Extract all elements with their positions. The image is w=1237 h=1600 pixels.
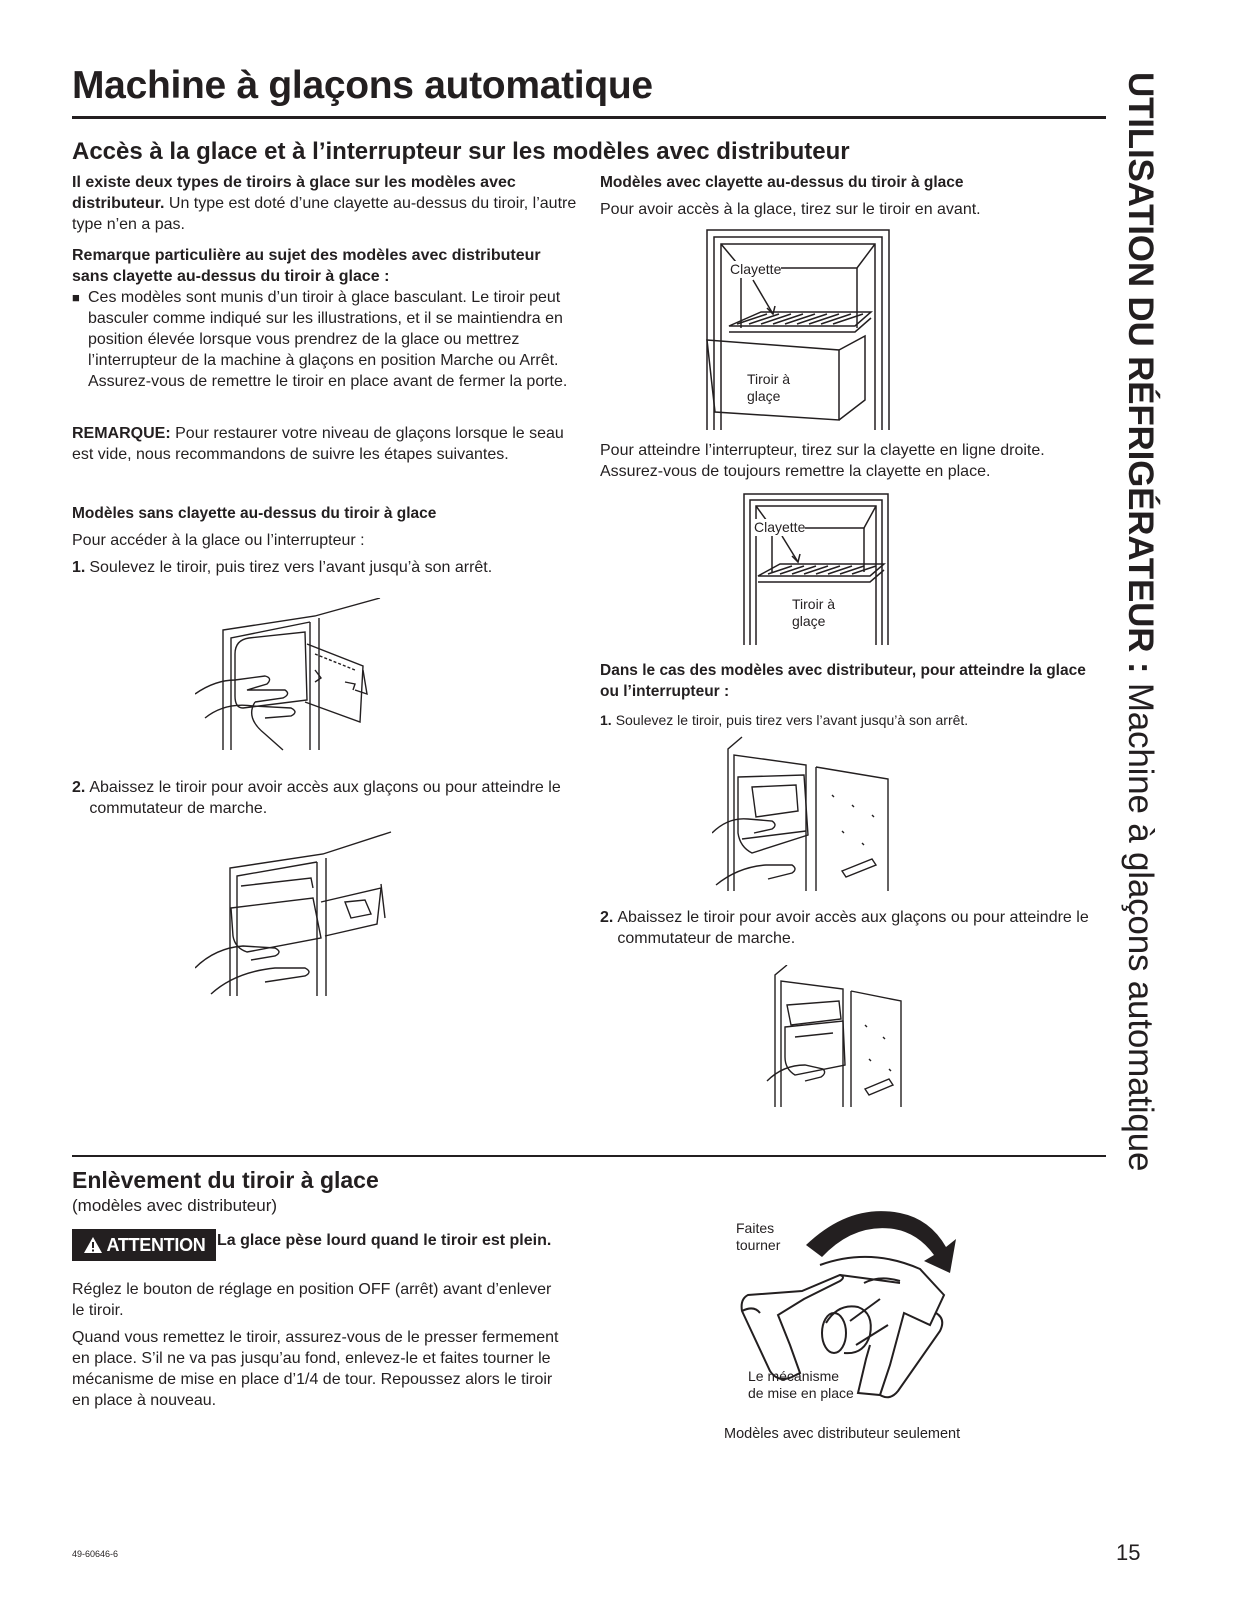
left-step-1: 1. Soulevez le tiroir, puis tirez vers l’avant jusqu’à son arrêt. <box>72 559 493 576</box>
shelf-pulled-illustration <box>742 492 890 645</box>
attention-label: ATTENTION <box>106 1234 206 1255</box>
removal-subheading: (modèles avec distributeur) <box>72 1196 278 1215</box>
bullet-item <box>72 287 577 392</box>
shelf-heading: Modèles avec clayette au-dessus du tiroir à glace <box>600 174 964 191</box>
page-title: Machine à glaçons automatique <box>72 64 653 107</box>
right-step-2: 2. Abaissez le tiroir pour avoir accès aux glaçons ou pour atteindre le commutateur de marche. <box>600 909 1089 947</box>
remark-paragraph: REMARQUE: Pour restaurer votre niveau de glaçons lorsque le seau est vide, nous recommandons de suivre les étapes suivantes. <box>72 425 564 463</box>
side-title <box>1118 72 1178 1332</box>
lower-drawer-illustration <box>195 828 395 1000</box>
fig2-label-shelf: Clayette <box>754 519 806 535</box>
left-step-2: 2. Abaissez le tiroir pour avoir accès aux glaçons ou pour atteindre le commutateur de marche. <box>72 779 561 817</box>
fig-label-turn: Faites tourner <box>736 1220 781 1253</box>
document-code: 49-60646-6 <box>72 1549 119 1559</box>
no-shelf-heading: Modèles sans clayette au-dessus du tiroir à glace <box>72 505 437 522</box>
removal-para-2: Quand vous remettez le tiroir, assurez-vous de le presser fermement en place. S’il ne va pas jusqu’au fond, enlevez-le et faites tourner le mécanisme de mise en place d’1/4 de tour. Repoussez alors le tiroir en place à nouveau. <box>72 1329 559 1409</box>
shelf-intro: Pour avoir accès à la glace, tirez sur le tiroir en avant. <box>600 201 981 218</box>
attention-text: La glace pèse lourd quand le tiroir est plein. <box>217 1232 552 1249</box>
fig1-label-shelf: Clayette <box>730 261 782 277</box>
section-title: Accès à la glace et à l’interrupteur sur les modèles avec distributeur <box>72 138 850 165</box>
fig2-label-drawer: Tiroir à glaçe <box>792 596 836 629</box>
title-rule <box>72 116 1106 119</box>
removal-heading: Enlèvement du tiroir à glace <box>72 1167 379 1193</box>
warning-triangle-icon <box>83 1236 103 1254</box>
dispenser-heading: Dans le cas des modèles avec distributeur, pour atteindre la glace ou l’interrupteur : <box>600 662 1086 700</box>
removal-para-1: Réglez le bouton de réglage en position OFF (arrêt) avant d’enlever le tiroir. <box>72 1281 552 1319</box>
special-note-heading: Remarque particulière au sujet des modèles avec distributeur sans clayette au-dessus du tiroir à glace : <box>72 247 541 285</box>
dispenser-lower-illustration <box>765 965 903 1107</box>
bullet-square-icon: ■ <box>72 290 80 305</box>
shelf-drawer-illustration <box>705 228 891 430</box>
section-rule <box>72 1155 1106 1157</box>
side-title-bold: UTILISATION DU RÉFRIGÉRATEUR : <box>1121 72 1160 674</box>
attention-badge <box>72 1229 216 1261</box>
positioning-mechanism-illustration <box>730 1195 970 1410</box>
lift-drawer-illustration <box>195 598 390 754</box>
switch-paragraph: Pour atteindre l’interrupteur, tirez sur la clayette en ligne droite. Assurez-vous de toujours remettre la clayette en place. <box>600 442 1045 480</box>
right-step-1: 1. Soulevez le tiroir, puis tirez vers l’avant jusqu’à son arrêt. <box>600 712 969 728</box>
no-shelf-intro: Pour accéder à la glace ou l’interrupteur : <box>72 532 365 549</box>
intro-paragraph: Il existe deux types de tiroirs à glace sur les modèles avec distributeur. Un type est doté d’une clayette au-dessus du tiroir, l’autre type n’en a pas. <box>72 174 577 233</box>
page-number: 15 <box>1116 1540 1141 1565</box>
fig-label-mechanism: Le mécanisme de mise en place <box>748 1368 854 1401</box>
figure-caption: Modèles avec distributeur seulement <box>724 1426 961 1442</box>
side-title-regular: Machine à glaçons automatique <box>1121 673 1160 1172</box>
bullet-text: Ces modèles sont munis d’un tiroir à glace basculant. Le tiroir peut basculer comme indiqué sur les illustrations, et il se maintiendra en position élevée lorsque vous prendrez de la glace ou mettrez l’interrupteur de la machine à glaçons en position Marche ou Arrêt. Assurez-vous de remettre le tiroir en place avant de fermer la porte. <box>88 289 568 390</box>
fig1-label-drawer: Tiroir à glaçe <box>747 371 791 404</box>
dispenser-lift-illustration <box>712 735 890 891</box>
